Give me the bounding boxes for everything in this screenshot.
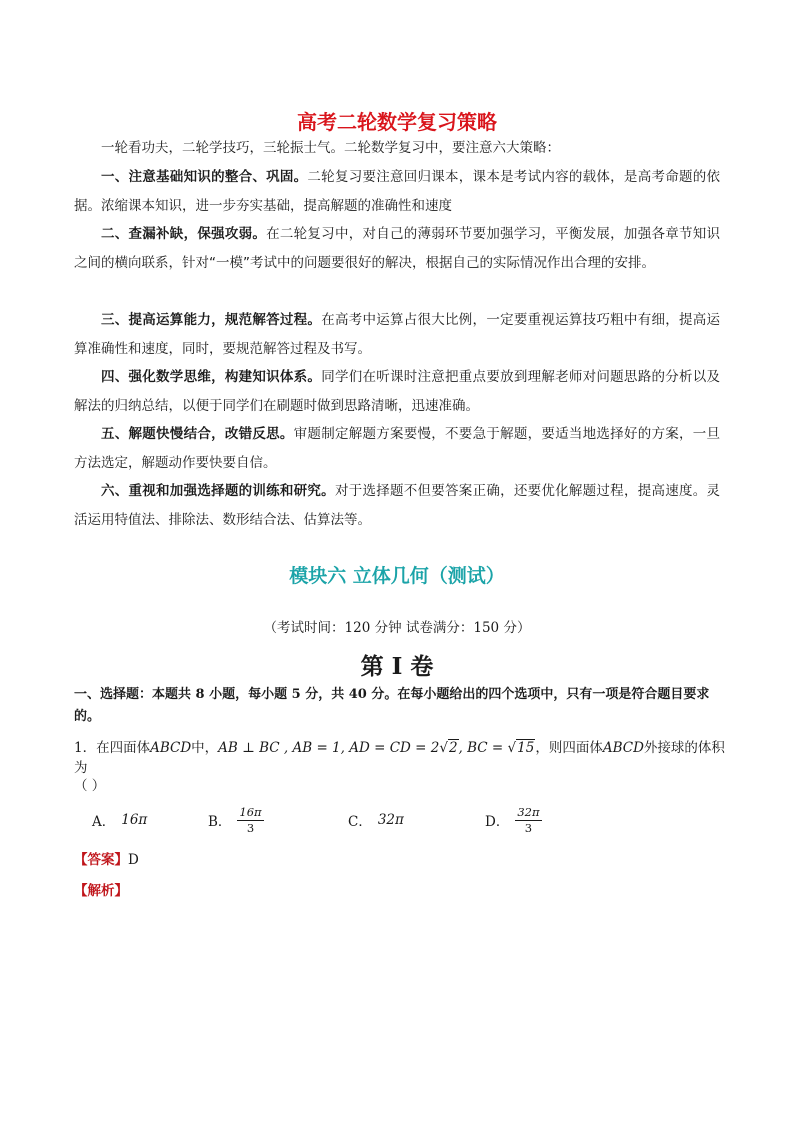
page-title: 高考二轮数学复习策略 [297,110,497,134]
tetrahedron-name: ABCD [602,740,644,756]
option-b-numerator: 16π [239,804,262,819]
option-a [92,800,147,840]
strategy-6-text: 对于选择题不但要答案正确，还要优化解题过程，提高速度。灵活运用特值法、排除法、数形结合法、估算法等。 [74,483,721,528]
strategy-1 [74,163,720,220]
analysis-line [74,879,128,899]
answer-line [74,848,139,868]
strategy-2-heading: 二、查漏补缺，保强攻弱。 [101,226,267,242]
option-b [208,800,264,840]
option-b-denominator: 3 [246,820,255,835]
sqrt-sign: √ [507,740,517,756]
option-b-label: B． [208,814,232,830]
sqrt-2: 2 [448,740,458,756]
strategy-6 [74,477,720,534]
question-text-2: 中， [191,740,219,756]
question-text-1: 在四面体 [96,740,151,756]
strategy-2-text: 在二轮复习中，对自己的薄弱环节要加强学习，平衡发展，加强各章节知识之间的横向联系，针对“一模”考试中的问题要很好的解决，根据自己的实际情况作出合理的安排。 [74,226,721,271]
strategy-5-heading: 五、解题快慢结合，改错反思。 [101,426,294,442]
option-d-numerator: 32π [517,804,540,819]
option-a-label: A． [92,814,116,830]
question-1-options [92,800,712,840]
strategy-2 [74,220,720,277]
sqrt-15: 15 [517,740,535,756]
volume-title: 第 I 卷 [360,653,434,680]
condition-expression-2: , BC = [458,740,508,756]
option-d-denominator: 3 [524,820,533,835]
strategy-3-heading: 三、提高运算能力，规范解答过程。 [101,312,322,328]
strategy-4-heading: 四、强化数学思维，构建知识体系。 [101,369,322,385]
strategy-5 [74,420,720,477]
answer-label: 【答案】 [74,852,128,868]
sqrt-sign: √ [439,740,448,756]
tetrahedron-name: ABCD [150,740,192,756]
strategy-1-heading: 一、注意基础知识的整合、巩固。 [101,169,308,185]
strategy-4-text: 同学们在听课时注意把重点要放到理解老师对问题思路的分析以及解法的归纳总结，以便于同学们在刷题时做到思路清晰，迅速准确。 [74,369,721,414]
strategy-5-text: 审题制定解题方案要慢，不要急于解题，要适当地选择好的方案，一旦方法选定，解题动作要快要自信。 [74,426,721,471]
analysis-label: 【解析】 [74,883,128,899]
section-heading: 一、选择题：本题共 8 小题，每小题 5 分，共 40 分。在每小题给出的四个选项中，只有一项是符合题目要求的。 [74,687,710,724]
strategy-4 [74,363,720,420]
question-1-stem [74,736,734,776]
option-c [348,800,404,840]
strategy-1-text: 二轮复习要注意回归课本，课本是考试内容的载体，是高考命题的依据。浓缩课本知识，进一步夯实基础，提高解题的准确性和速度 [74,169,721,214]
option-d-label: D． [485,814,510,830]
question-text-3: ，则四面体 [535,740,603,756]
strategy-3-text: 在高考中运算占很大比例，一定要重视运算技巧粗中有细，提高运算准确性和速度，同时，要规范解答过程及书写。 [74,312,721,357]
exam-info: （考试时间：120 分钟 试卷满分：150 分） [263,620,531,636]
option-c-value: 32π [377,812,404,828]
option-d [485,800,542,840]
question-text-4: 外接球的体积为 [74,740,725,776]
option-b-fraction [237,805,263,836]
strategy-3 [74,306,720,363]
intro-paragraph: 一轮看功夫，二轮学技巧，三轮振士气。二轮数学复习中，要注意六大策略： [101,140,560,156]
answer-value: D [128,852,139,868]
option-a-value: 16π [121,812,148,828]
strategy-6-heading: 六、重视和加强选择题的训练和研究。 [101,483,335,499]
condition-expression: AB ⊥ BC , AB = 1, AD = CD = 2 [218,740,440,756]
option-c-label: C． [348,814,372,830]
module-title: 模块六 立体几何（测试） [289,565,505,587]
option-d-fraction [515,805,541,836]
question-number: 1． [74,740,97,756]
answer-parentheses: （ ） [74,778,106,794]
